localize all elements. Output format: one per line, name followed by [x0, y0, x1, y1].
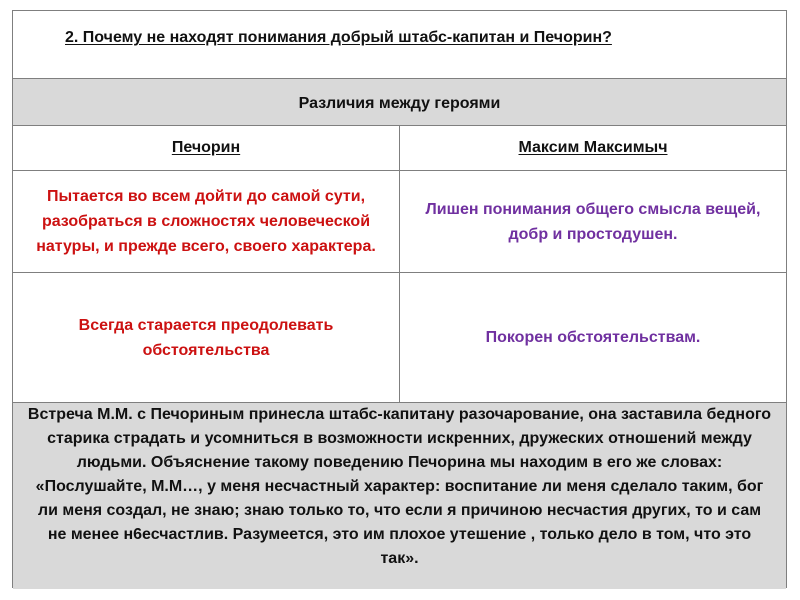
differences-heading: Различия между героями	[298, 95, 501, 112]
pechorin-trait-1: Пытается во всем дойти до самой сути, разобраться в сложностях человеческой натуры, и прежде всего, своего характера.	[13, 171, 400, 272]
table-row	[13, 273, 786, 403]
maksimych-trait-2: Покорен обстоятельствам.	[485, 329, 701, 346]
pechorin-trait-2: Всегда старается преодолевать обстоятельства	[13, 273, 400, 402]
summary-row	[13, 403, 786, 589]
question-title: 2. Почему не находят понимания добрый штабс-капитан и Печорин?	[65, 29, 612, 46]
heading-row	[13, 79, 786, 126]
column-header-pechorin: Печорин	[13, 126, 400, 170]
column-header-row	[13, 126, 786, 171]
summary-text: Встреча М.М. с Печориным принесла штабс-капитану разочарование, она заставила бедного старика страдать и усомниться в возможности искренних, дружеских отношений между людьми. Объяснение такому поведению Печорина мы находим в его же словах: «Послушайте, М.М…, у меня несчастный характер: воспитание ли меня сделало таким, бог ли меня создал, не знаю; знаю только то, что если я причиною несчастия других, то и сам не менее н6есчастлив. Разумеется, это им плохое утешение , только дело в том, что это так».	[27, 406, 772, 567]
column-header-maksimych: Максим Максимыч	[518, 139, 668, 156]
comparison-table	[12, 10, 787, 588]
maksimych-trait-1: Лишен понимания общего смысла вещей, добр и простодушен.	[425, 200, 761, 243]
table-row	[13, 171, 786, 273]
question-row	[13, 11, 786, 79]
